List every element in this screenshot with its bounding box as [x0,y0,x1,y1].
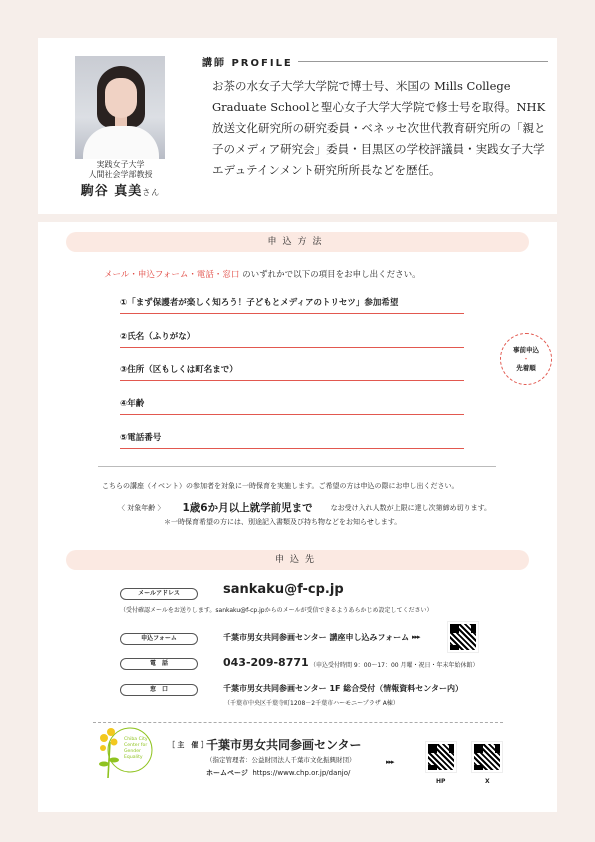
apply-item-3: ③住所（区もしくは町名まで） [120,363,464,381]
badge-line-2: 先着順 [516,363,536,372]
instructor-name [58,180,183,199]
hp-qr-label: HP [436,778,446,785]
contact-heading: 申込先 [66,550,529,570]
window-label-pill: 窓 口 [120,684,198,696]
host-divider [93,722,503,723]
apply-method-heading: 申込方法 [66,232,529,252]
x-qr-code[interactable] [472,742,502,772]
instructor-name-text: 駒谷 真美 [80,184,143,199]
childcare-note: こちらの講座（イベント）の参加者を対象に一時保育を実施します。ご希望の方は申込の際にお申し出ください。 [102,482,459,490]
homepage-url-link[interactable]: https://www.chp.or.jp/danjo/ [252,769,351,777]
profile-card [38,38,557,214]
logo-text-3: Gender [124,749,141,754]
instructor-affiliation [58,160,183,180]
center-logo-icon [94,716,154,782]
logo-text-1: Chiba City [124,737,148,742]
form-qr-code[interactable] [448,622,478,652]
apply-intro [104,268,421,280]
form-label-pill: 申込フォーム [120,633,198,645]
form-arrows: ▸▸▸ [412,633,420,641]
email-label-pill: メールアドレス [120,588,198,600]
apply-item-5: ⑤電話番号 [120,431,464,449]
email-address-link[interactable]: sankaku@f-cp.jp [223,582,344,597]
apply-item-4: ④年齢 [120,397,464,415]
instructor-honorific: さん [142,188,161,197]
form-value-link[interactable]: 千葉市男女共同参画センター 講座申し込みフォーム [223,633,410,642]
window-value: 千葉市男女共同参画センター 1F 総合受付（情報資料センター内） [223,684,463,693]
homepage-label: ホームページ [206,769,248,777]
logo-text-2: Center for [124,743,148,748]
profile-heading-rule [298,61,548,62]
phone-note: （申込受付時間 9：00～17：00 月曜・祝日・年末年始休館） [310,662,479,669]
instructor-bio: お茶の水女子大学大学院で博士号、米国の Mills College Graduate Schoolと聖心女子大学大学院で修士号を取得。NHK放送文化研究所の研究委員・ベネッセ次世代教育研究所の「親と子のメディア研究会」委員・目黒区の学校評議員・実践女子大学エデュテインメント研究所所長などを歴任。 [212,79,546,177]
phone-label-pill: 電 話 [120,658,198,670]
photo-face [105,78,137,118]
first-come-badge [500,333,552,385]
application-card [38,222,557,812]
apply-item-2: ②氏名（ふりがな） [120,330,464,348]
host-label: ［ 主 催 ］ [168,741,208,749]
affiliation-line-1: 実践女子大学 [96,160,145,169]
host-homepage [206,768,350,778]
target-age-row [118,500,491,515]
target-age-label: 〈 対象年齢 〉 [118,503,165,512]
host-manager: （指定管理者：公益財団法人千葉市文化振興財団） [206,756,356,764]
childcare-note-2: ＊一時保育希望の方には、別途記入書類及び持ち物などをお知らせします。 [164,518,402,526]
phone-number[interactable]: 043-209-8771 [223,656,309,669]
photo-body [83,126,159,159]
logo-text-4: Equality [124,755,143,760]
apply-item-1: ①「まず保護者が楽しく知ろう！子どもとメディアのトリセツ」参加希望 [120,296,464,314]
instructor-photo [75,56,165,159]
profile-heading: 講師 PROFILE [202,58,293,69]
apply-intro-rest: のいずれかで以下の項目をお申し出ください。 [239,270,421,280]
apply-methods: メール・申込フォーム・電話・窓口 [104,270,240,280]
childcare-divider [98,466,496,467]
host-name: 千葉市男女共同参画センター [206,738,362,752]
badge-dot: ・ [522,354,530,363]
badge-line-1: 事前申込 [513,345,539,354]
target-age-note: なお受け入れ人数が上限に達し次第締め切ります。 [330,503,492,512]
x-qr-label: X [485,778,490,785]
window-address: （千葉市中央区千葉寺町1208－2千葉市ハーモニープラザ A棟） [224,700,399,707]
hp-qr-code[interactable] [426,742,456,772]
host-arrows: ▸▸▸ [386,758,394,766]
target-age-value: 1歳6か月以上就学前児まで [182,502,313,514]
affiliation-line-2: 人間社会学部教授 [88,170,153,179]
email-note: （受付確認メールをお送りします。sankaku@f-cp.jpからのメールが受信できるようあらかじめ設定してください） [120,607,433,614]
